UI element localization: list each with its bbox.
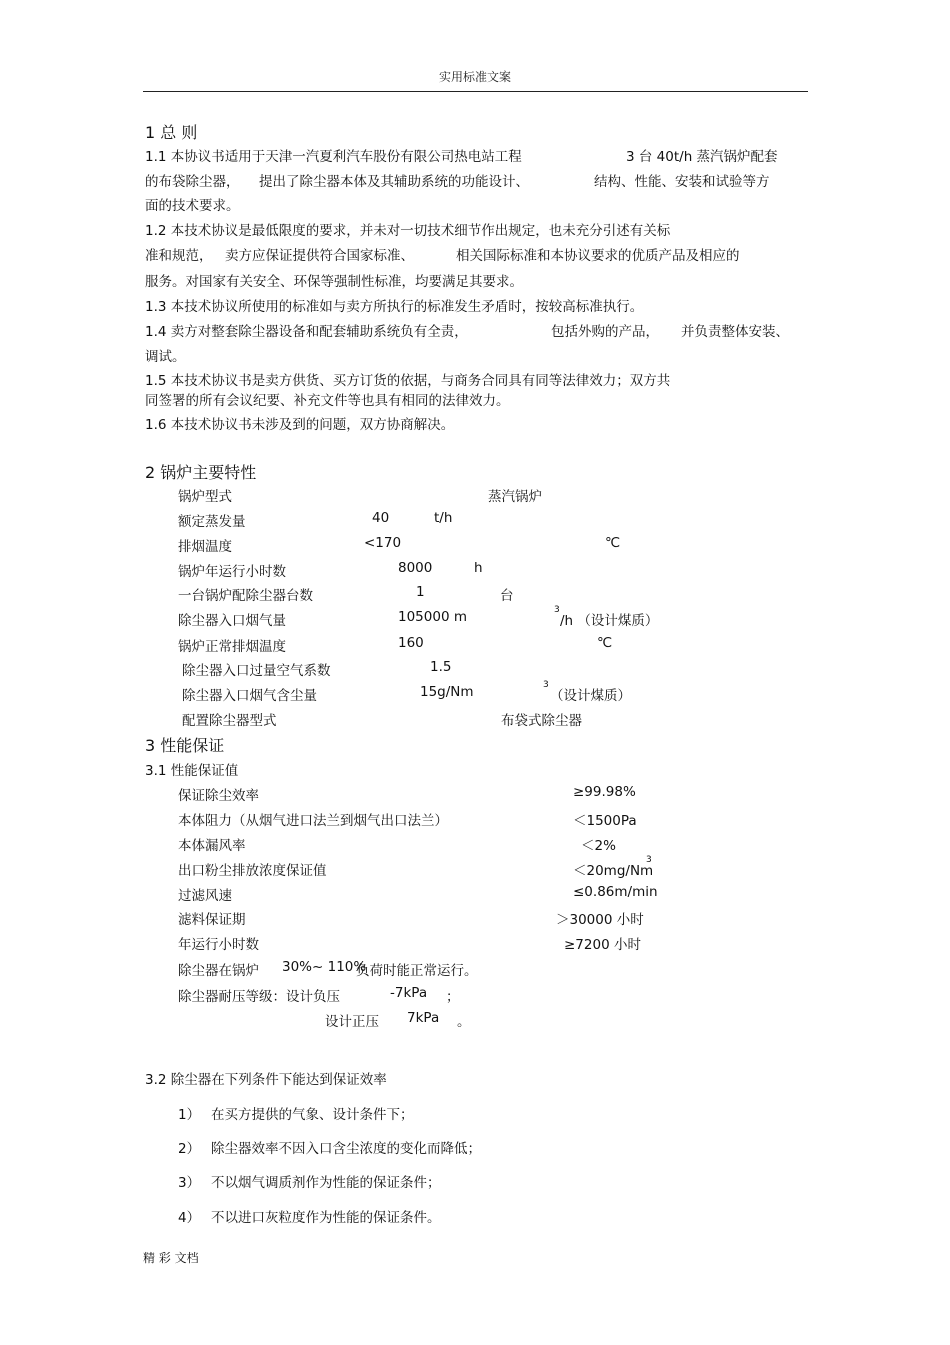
clause-1-4-line1b: 包括外购的产品， (551, 324, 659, 340)
boiler-spec-label: 额定蒸发量 (178, 514, 246, 530)
list-item: 除尘器效率不因入口含尘浓度的变化而降低； (211, 1141, 481, 1157)
boiler-spec-label: 除尘器入口烟气量 (178, 613, 286, 629)
boiler-spec-value: <170 (364, 535, 402, 551)
section-2-heading: 2 锅炉主要特性 (145, 463, 257, 482)
boiler-spec-label: 锅炉年运行小时数 (178, 564, 286, 580)
boiler-spec-value: 8000 (398, 560, 433, 576)
clause-1-4-line2: 调试。 (145, 349, 186, 365)
boiler-spec-unit: h (474, 560, 483, 576)
load-range-value: 30%~ 110% (282, 959, 367, 975)
page-header-title: 实用标准文案 (438, 70, 511, 84)
clause-1-2-line2c: 相关国际标准和本协议要求的优质产品及相应的 (456, 248, 740, 264)
superscript-3: 3 (646, 855, 652, 865)
clause-1-1-line1a: 1.1 本协议书适用于天津一汽夏利汽车股份有限公司热电站工程 (145, 149, 522, 165)
load-range-text: 负荷时能正常运行。 (356, 963, 478, 979)
boiler-spec-label: 除尘器入口过量空气系数 (182, 663, 331, 679)
clause-1-4-line1c: 并负责整体安装、 (681, 324, 789, 340)
list-item-number: 3） (178, 1175, 201, 1191)
section-1-heading: 1 总 则 (145, 123, 198, 142)
boiler-spec-value: 1.5 (430, 659, 452, 675)
header-divider (143, 91, 808, 92)
boiler-spec-value: 160 (398, 635, 424, 651)
design-positive-pressure-label: 设计正压 (325, 1014, 379, 1030)
subsection-3-2-heading: 3.2 除尘器在下列条件下能达到保证效率 (145, 1072, 387, 1088)
page-footer-text: 精 彩 文档 (143, 1251, 199, 1265)
boiler-spec-unit: /h （设计煤质） (560, 613, 659, 629)
clause-1-1-line1b: 3 台 40t/h 蒸汽锅炉配套 (626, 149, 778, 165)
clause-1-4-line1a: 1.4 卖方对整套除尘器设备和配套辅助系统负有全责， (145, 324, 468, 340)
boiler-spec-value: 15g/Nm (420, 684, 474, 700)
performance-value: ＜2% (581, 838, 616, 854)
design-positive-pressure-value: 7kPa (407, 1010, 440, 1026)
boiler-spec-unit: ℃ (597, 635, 613, 651)
period: 。 (457, 1014, 471, 1030)
boiler-spec-label: 锅炉正常排烟温度 (178, 639, 286, 655)
semicolon: ； (446, 989, 460, 1005)
clause-1-3: 1.3 本技术协议所使用的标准如与卖方所执行的标准发生矛盾时，按较高标准执行。 (145, 299, 644, 315)
performance-value: ≥99.98% (573, 784, 636, 800)
clause-1-2-line3: 服务。对国家有关安全、环保等强制性标准，均要满足其要求。 (145, 274, 523, 290)
boiler-spec-label: 锅炉型式 (178, 489, 232, 505)
performance-label: 年运行小时数 (178, 937, 259, 953)
design-negative-pressure-value: -7kPa (390, 985, 428, 1001)
clause-1-1-line3: 面的技术要求。 (145, 198, 240, 214)
boiler-spec-unit: ℃ (605, 535, 621, 551)
boiler-spec-unit: t/h (434, 510, 453, 526)
section-3-heading: 3 性能保证 (145, 736, 225, 755)
boiler-spec-value: 1 (416, 584, 425, 600)
boiler-spec-value: 40 (372, 510, 390, 526)
performance-label: 滤料保证期 (178, 912, 246, 928)
list-item: 不以进口灰粒度作为性能的保证条件。 (211, 1210, 441, 1226)
boiler-spec-label: 排烟温度 (178, 539, 232, 555)
clause-1-2-line2b: 卖方应保证提供符合国家标准、 (225, 248, 414, 264)
performance-label: 出口粉尘排放浓度保证值 (178, 863, 327, 879)
boiler-spec-label: 配置除尘器型式 (182, 713, 277, 729)
list-item-number: 2） (178, 1141, 201, 1157)
performance-label: 保证除尘效率 (178, 788, 259, 804)
performance-label: 过滤风速 (178, 888, 232, 904)
boiler-spec-label: 除尘器入口烟气含尘量 (182, 688, 317, 704)
performance-value: ≥7200 小时 (564, 937, 641, 953)
list-item-number: 4） (178, 1210, 201, 1226)
superscript-3: 3 (554, 605, 560, 615)
clause-1-1-line2b: 提出了除尘器本体及其辅助系统的功能设计、 (259, 174, 529, 190)
superscript-3: 3 (543, 680, 549, 690)
performance-label: 本体漏风率 (178, 838, 246, 854)
list-item-number: 1） (178, 1107, 201, 1123)
performance-label: 本体阻力（从烟气进口法兰到烟气出口法兰） (178, 813, 448, 829)
performance-value: ＞30000 小时 (556, 912, 644, 928)
boiler-spec-label: 一台锅炉配除尘器台数 (178, 588, 313, 604)
clause-1-2-line2a: 准和规范， (145, 248, 213, 264)
boiler-spec-unit: 台 (500, 588, 514, 604)
boiler-spec-value: 105000 m (398, 609, 467, 625)
performance-value: ＜20mg/Nm (573, 863, 654, 879)
performance-value: ≤0.86m/min (573, 884, 658, 900)
clause-1-5-line2: 同签署的所有会议纪要、补充文件等也具有相同的法律效力。 (145, 393, 510, 409)
clause-1-5-line1: 1.5 本技术协议书是卖方供货、买方订货的依据，与商务合同具有同等法律效力；双方共 (145, 373, 671, 389)
pressure-rating-label: 除尘器耐压等级：设计负压 (178, 989, 340, 1005)
boiler-spec-value: 布袋式除尘器 (501, 713, 582, 729)
clause-1-1-line2a: 的布袋除尘器， (145, 174, 240, 190)
boiler-spec-value: 蒸汽锅炉 (488, 489, 542, 505)
clause-1-6: 1.6 本技术协议书未涉及到的问题，双方协商解决。 (145, 417, 455, 433)
clause-1-1-line2c: 结构、性能、安装和试验等方 (594, 174, 770, 190)
load-range-label: 除尘器在锅炉 (178, 963, 259, 979)
performance-value: ＜1500Pa (573, 813, 637, 829)
boiler-spec-unit: （设计煤质） (550, 688, 631, 704)
subsection-3-1-heading: 3.1 性能保证值 (145, 763, 239, 779)
list-item: 在买方提供的气象、设计条件下； (211, 1107, 414, 1123)
list-item: 不以烟气调质剂作为性能的保证条件； (211, 1175, 441, 1191)
clause-1-2-line1: 1.2 本技术协议是最低限度的要求，并未对一切技术细节作出规定，也未充分引述有关标 (145, 223, 671, 239)
